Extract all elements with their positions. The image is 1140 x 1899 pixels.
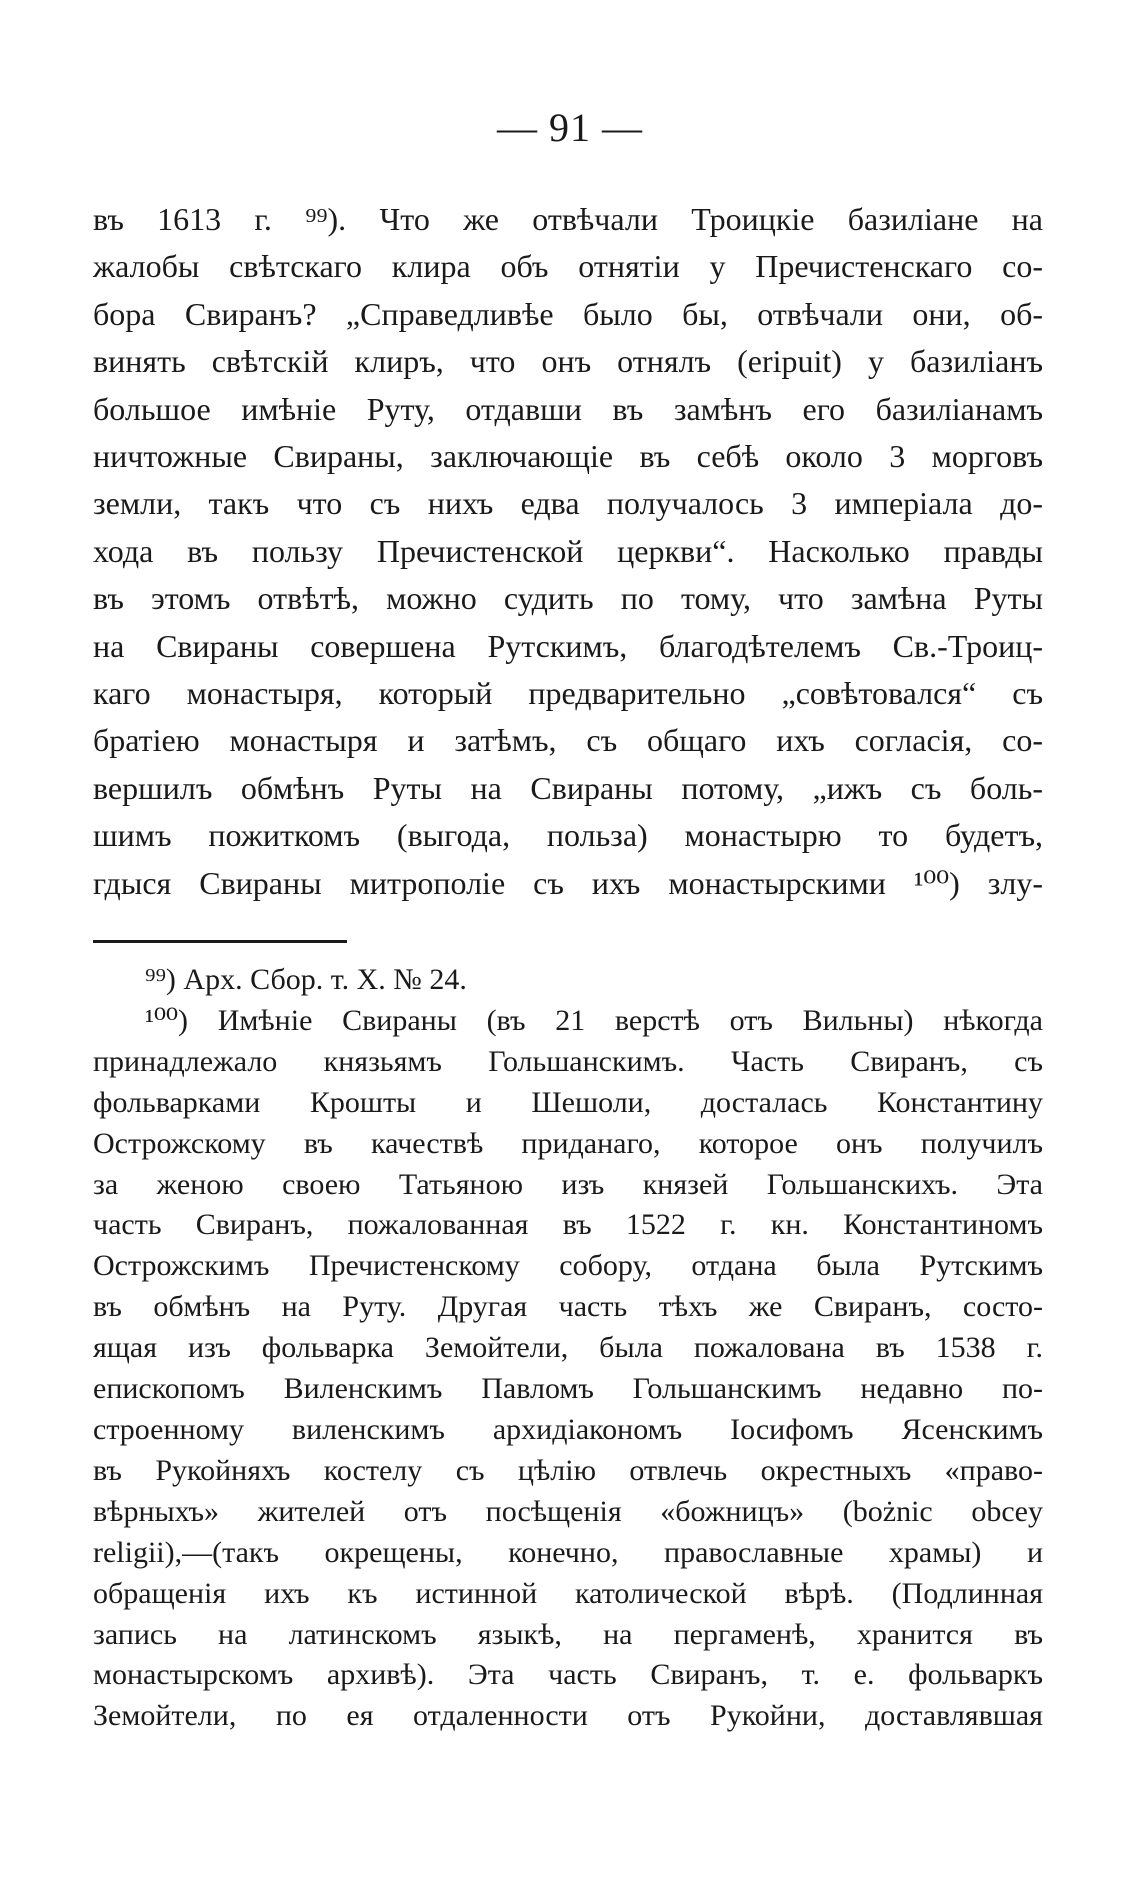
text-line: шимъ пожиткомъ (выгода, польза) монастырю то будетъ,	[93, 817, 1043, 854]
footnote-100-line: Острожскимъ Пречистенскому собору, отдана была Рутскимъ	[93, 1249, 1043, 1283]
footnote-100-line: запись на латинскомъ языкѣ, на пергаменѣ, хранится въ	[93, 1617, 1043, 1651]
text-line: въ 1613 г. ⁹⁹). Что же отвѣчали Троицкіе базиліане на	[93, 201, 1043, 237]
footnote-100-line: строенному виленскимъ архидіакономъ Іосифомъ Ясенскимъ	[93, 1412, 1043, 1446]
footnote-100-line: ¹⁰⁰) Имѣніе Свираны (въ 21 верстѣ отъ Вильны) нѣкогда	[145, 1003, 1043, 1037]
footnote-100-line: religii),—(такъ окрещены, конечно, православные храмы) и	[93, 1535, 1043, 1569]
text-line: гдыся Свираны митрополіе съ ихъ монастырскими ¹⁰⁰) злу-	[93, 864, 1043, 901]
text-line: большое имѣніе Руту, отдавши въ замѣнъ его базиліанамъ	[93, 390, 1043, 427]
footnote-100-line: Острожскому въ качествѣ приданаго, которое онъ получилъ	[93, 1126, 1043, 1160]
footnote-100-line: въ обмѣнъ на Руту. Другая часть тѣхъ же Свиранъ, состо-	[93, 1290, 1043, 1324]
footnote-100-line: обращенія ихъ къ истинной католической вѣрѣ. (Подлинная	[93, 1576, 1043, 1610]
text-line: жалобы свѣтскаго клира объ отнятіи у Пречистенскаго со-	[93, 248, 1043, 285]
footnote-100-line: ящая изъ фольварка Земойтели, была пожалована въ 1538 г.	[93, 1331, 1043, 1365]
footnote-100-line: въ Рукойняхъ костелу съ цѣлію отвлечь окрестныхъ «право-	[93, 1453, 1043, 1487]
text-line: бора Свиранъ? „Справедливѣе было бы, отвѣчали они, об-	[93, 295, 1043, 332]
text-line: на Свираны совершена Рутскимъ, благодѣтелемъ Св.-Троиц-	[93, 627, 1043, 664]
footnote-99: ⁹⁹) Арх. Сбор. т. X. № 24.	[145, 963, 467, 996]
text-line: вершилъ обмѣнъ Руты на Свираны потому, „ижъ съ боль-	[93, 769, 1043, 806]
footnote-100-line: фольварками Крошты и Шешоли, досталась Константину	[93, 1085, 1043, 1119]
footnote-100-line: вѣрныхъ» жителей отъ посѣщенія «божницъ» (bożnic obcey	[93, 1494, 1043, 1528]
footnote-100-line: часть Свиранъ, пожалованная въ 1522 г. кн. Константиномъ	[93, 1208, 1043, 1242]
footnote-100-line: Земойтели, по ея отдаленности отъ Рукойни, доставлявшая	[93, 1699, 1043, 1733]
text-line: хода въ пользу Пречистенской церкви“. Насколько правды	[93, 532, 1043, 569]
footnotes	[93, 960, 1043, 1737]
main-text	[93, 196, 1043, 907]
footnote-100-line: епископомъ Виленскимъ Павломъ Гольшанскимъ недавно по-	[93, 1372, 1043, 1406]
text-line: каго монастыря, который предварительно „совѣтовался“ съ	[93, 675, 1043, 712]
text-line: въ этомъ отвѣтѣ, можно судить по тому, что замѣна Руты	[93, 580, 1043, 617]
text-line: ничтожные Свираны, заключающіе въ себѣ около 3 морговъ	[93, 438, 1043, 475]
page-number: — 91 —	[497, 105, 643, 150]
text-line: земли, такъ что съ нихъ едва получалось 3 имперіала до-	[93, 485, 1043, 522]
footnote-100-line: принадлежало князьямъ Гольшанскимъ. Часть Свиранъ, съ	[93, 1044, 1043, 1078]
text-line: винять свѣтскій клиръ, что онъ отнялъ (eripuit) у базиліанъ	[93, 343, 1043, 380]
footnote-separator	[93, 940, 347, 943]
footnote-100-line: монастырскомъ архивѣ). Эта часть Свиранъ, т. е. фольваркъ	[93, 1658, 1043, 1692]
text-line: братіею монастыря и затѣмъ, съ общаго ихъ согласія, со-	[93, 722, 1043, 759]
footnote-100-line: за женою своею Татьяною изъ князей Гольшанскихъ. Эта	[93, 1167, 1043, 1201]
